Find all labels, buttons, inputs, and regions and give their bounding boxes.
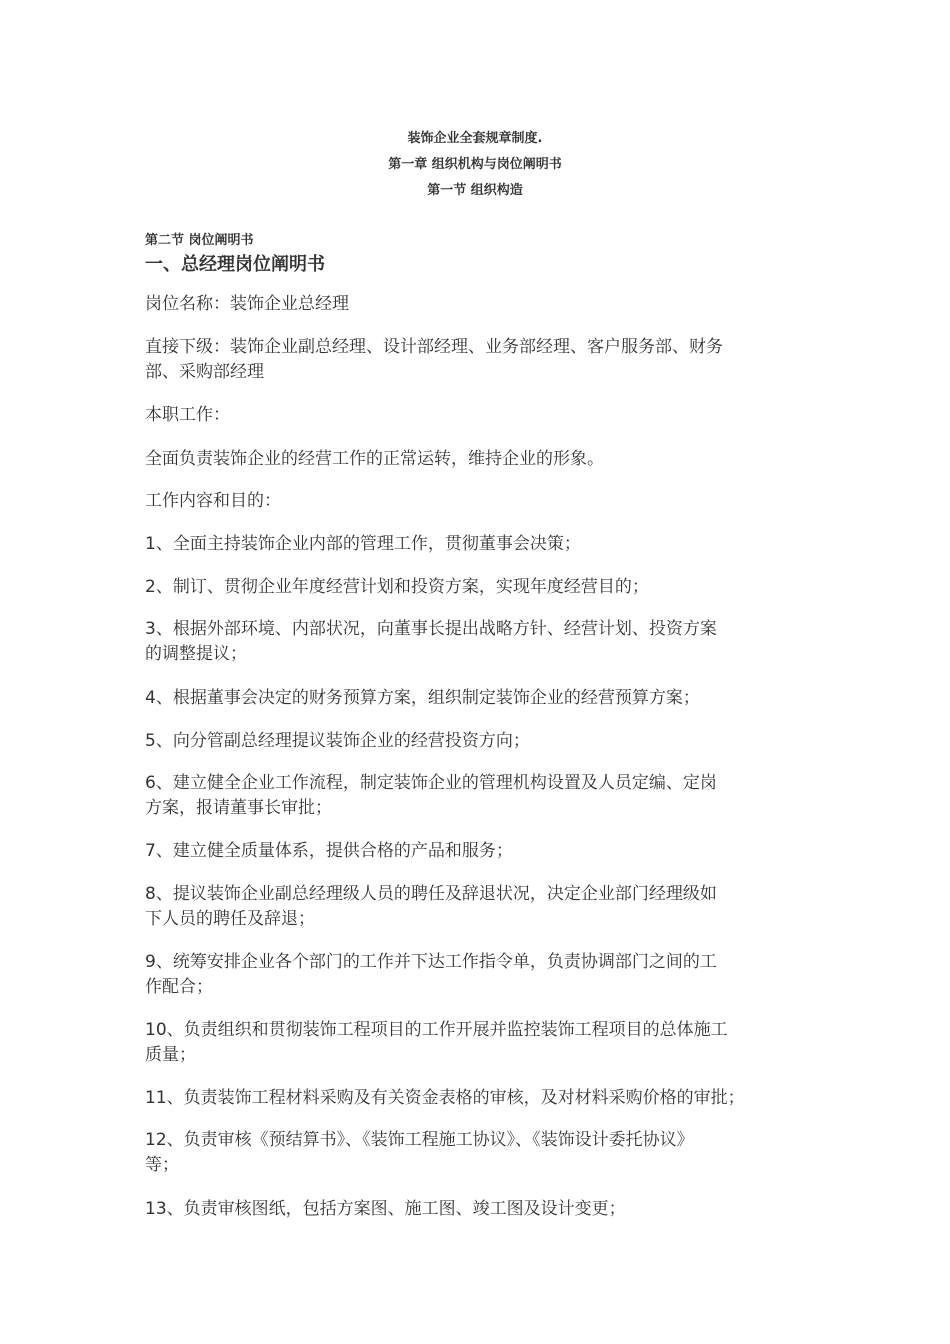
paragraph-line: 直接下级：装饰企业副总经理、设计部经理、业务部经理、客户服务部、财务 — [145, 337, 723, 357]
paragraph — [145, 1086, 815, 1111]
paragraph — [145, 575, 815, 600]
paragraph-line: 工作内容和目的： — [145, 491, 281, 511]
paragraph — [145, 1018, 815, 1068]
paragraph-line: 6、建立健全企业工作流程，制定装饰企业的管理机构设置及人员定编、定岗 — [145, 773, 717, 793]
paragraph — [145, 1128, 815, 1178]
paragraph-line: 3、根据外部环境、内部状况，向董事长提出战略方针、经营计划、投资方案 — [145, 619, 717, 639]
paragraph — [145, 839, 815, 864]
paragraph — [145, 532, 815, 557]
paragraph — [145, 617, 815, 667]
paragraph-line: 全面负责装饰企业的经营工作的正常运转，维持企业的形象。 — [145, 449, 604, 469]
paragraph — [145, 292, 815, 317]
paragraph — [145, 882, 815, 932]
paragraph — [145, 335, 815, 385]
paragraph-line: 本职工作： — [145, 405, 230, 425]
paragraph-line: 等； — [145, 1155, 179, 1175]
paragraph-line: 方案，报请董事长审批； — [145, 798, 332, 818]
document-title: 装饰企业全套规章制度. — [407, 131, 543, 146]
paragraph-line: 下人员的聘任及辞退； — [145, 909, 315, 929]
paragraph-line: 11、负责装饰工程材料采购及有关资金表格的审核，及对材料采购价格的审批； — [145, 1088, 745, 1108]
paragraph — [145, 403, 815, 428]
paragraph-line: 13、负责审核图纸，包括方案图、施工图、竣工图及设计变更； — [145, 1199, 626, 1219]
paragraph-line: 的调整提议； — [145, 644, 247, 664]
paragraph-line: 10、负责组织和贯彻装饰工程项目的工作开展并监控装饰工程项目的总体施工 — [145, 1020, 728, 1040]
paragraph-line: 部、采购部经理 — [145, 362, 264, 382]
position-heading: 一、总经理岗位阐明书 — [145, 254, 325, 275]
paragraph — [145, 489, 815, 514]
paragraph-line: 4、根据董事会决定的财务预算方案，组织制定装饰企业的经营预算方案； — [145, 688, 700, 708]
paragraph-line: 5、向分管副总经理提议装饰企业的经营投资方向； — [145, 731, 530, 751]
paragraph — [145, 686, 815, 711]
paragraph — [145, 729, 815, 754]
paragraph-line: 2、制订、贯彻企业年度经营计划和投资方案，实现年度经营目的； — [145, 577, 649, 597]
paragraph-line: 岗位名称：装饰企业总经理 — [145, 294, 349, 314]
paragraph-line: 1、全面主持装饰企业内部的管理工作，贯彻董事会决策； — [145, 534, 581, 554]
paragraph-line: 12、负责审核《预结算书》、《装饰工程施工协议》、《装饰设计委托协议》 — [145, 1130, 694, 1150]
paragraph — [145, 771, 815, 821]
section-heading: 第二节 岗位阐明书 — [145, 233, 254, 248]
paragraph-line: 作配合； — [145, 977, 213, 997]
paragraph-line: 质量； — [145, 1045, 196, 1065]
chapter-heading: 第一章 组织机构与岗位阐明书 — [388, 157, 562, 172]
section-heading: 第一节 组织构造 — [427, 183, 523, 198]
paragraph-line: 8、提议装饰企业副总经理级人员的聘任及辞退状况，决定企业部门经理级如 — [145, 884, 717, 904]
paragraph-line: 7、建立健全质量体系，提供合格的产品和服务； — [145, 841, 513, 861]
paragraph-line: 9、统筹安排企业各个部门的工作并下达工作指令单，负责协调部门之间的工 — [145, 952, 717, 972]
paragraph — [145, 447, 815, 472]
paragraph — [145, 1197, 815, 1222]
paragraph — [145, 950, 815, 1000]
